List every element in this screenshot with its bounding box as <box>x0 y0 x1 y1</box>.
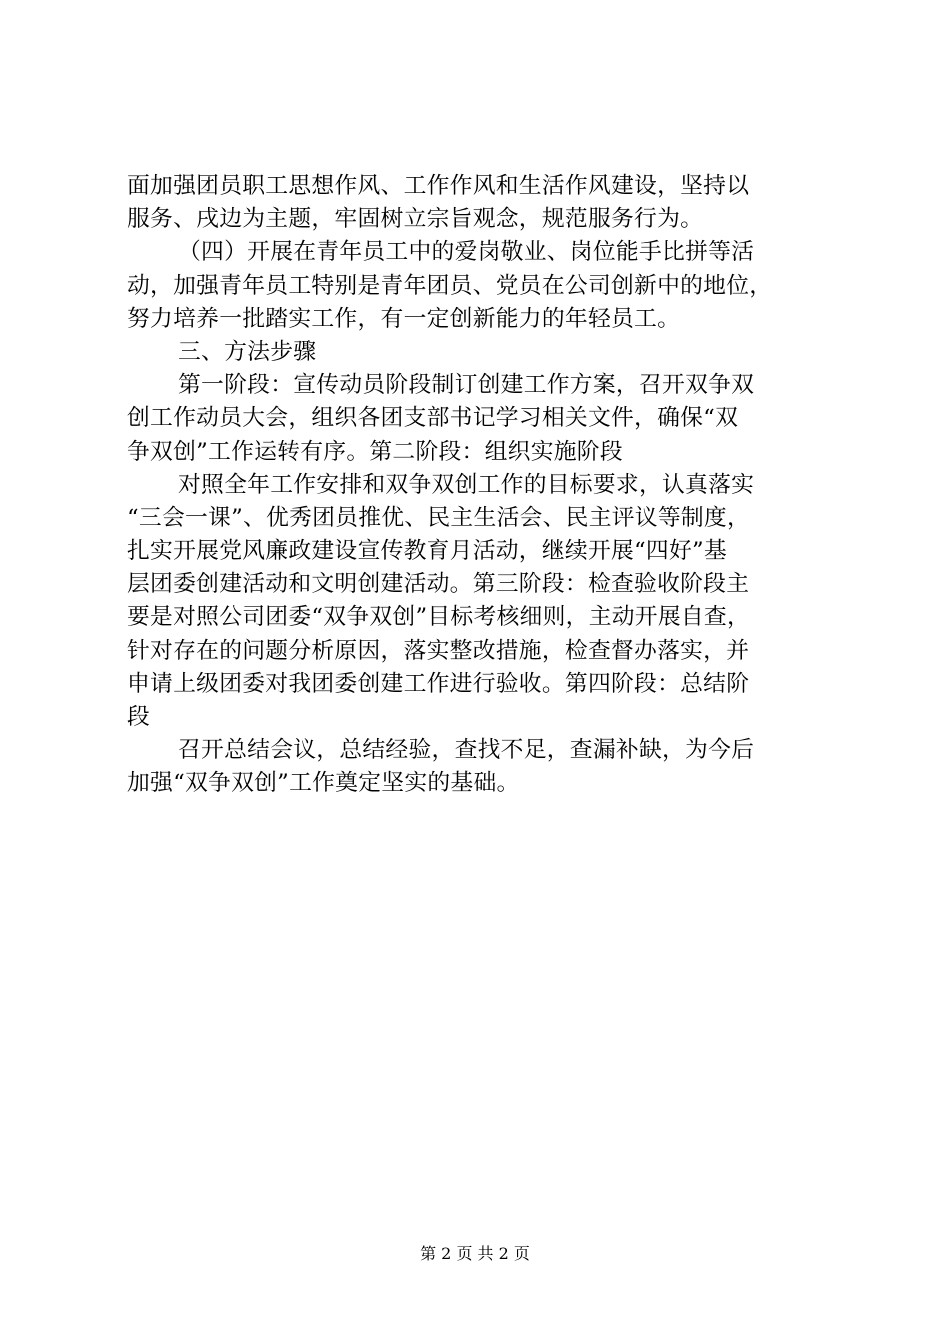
text-line-13: 层团委创建活动和文明创建活动。第三阶段：检查验收阶段主 <box>127 571 750 598</box>
text-line-1: 面加强团员职工思想作风、工作作风和生活作风建设，坚持以 <box>127 173 750 199</box>
text-line-14: 要是对照公司团委“双争双创”目标考核细则，主动开展自查， <box>127 604 751 631</box>
text-line-4: 动，加强青年员工特别是青年团员、党员在公司创新中的地位， <box>127 272 773 299</box>
text-line-7: 第一阶段：宣传动员阶段制订创建工作方案，召开双争双 <box>178 372 755 399</box>
text-line-12: 扎实开展党风廉政建设宣传教育月活动，继续开展“四好”基 <box>127 538 727 565</box>
text-line-5: 努力培养一批踏实工作，有一定创新能力的年轻员工。 <box>127 305 681 332</box>
text-line-17: 段 <box>127 704 151 730</box>
text-line-10: 对照全年工作安排和双争双创工作的目标要求，认真落实 <box>178 471 755 498</box>
document-body <box>127 170 831 801</box>
text-line-3: （四）开展在青年员工中的爱岗敬业、岗位能手比拼等活 <box>178 239 755 266</box>
section-heading-methods: 三、方法步骤 <box>178 338 317 365</box>
text-line-16: 申请上级团委对我团委创建工作进行验收。第四阶段：总结阶 <box>127 670 750 697</box>
text-line-18: 召开总结会议，总结经验，查找不足，查漏补缺，为今后 <box>178 737 755 764</box>
page-number-footer: 第 2 页 共 2 页 <box>420 1244 530 1263</box>
text-line-8: 创工作动员大会，组织各团支部书记学习相关文件，确保“双 <box>127 405 739 432</box>
text-line-2: 服务、戌边为主题，牢固树立宗旨观念，规范服务行为。 <box>127 206 704 233</box>
text-line-15: 针对存在的问题分析原因，落实整改措施，检查督办落实，并 <box>127 637 750 664</box>
text-line-9: 争双创”工作运转有序。第二阶段：组织实施阶段 <box>127 438 623 465</box>
text-line-19: 加强“双争双创”工作奠定坚实的基础。 <box>127 770 520 797</box>
text-line-11: “三会一课”、优秀团员推优、民主生活会、民主评议等制度， <box>127 504 751 531</box>
